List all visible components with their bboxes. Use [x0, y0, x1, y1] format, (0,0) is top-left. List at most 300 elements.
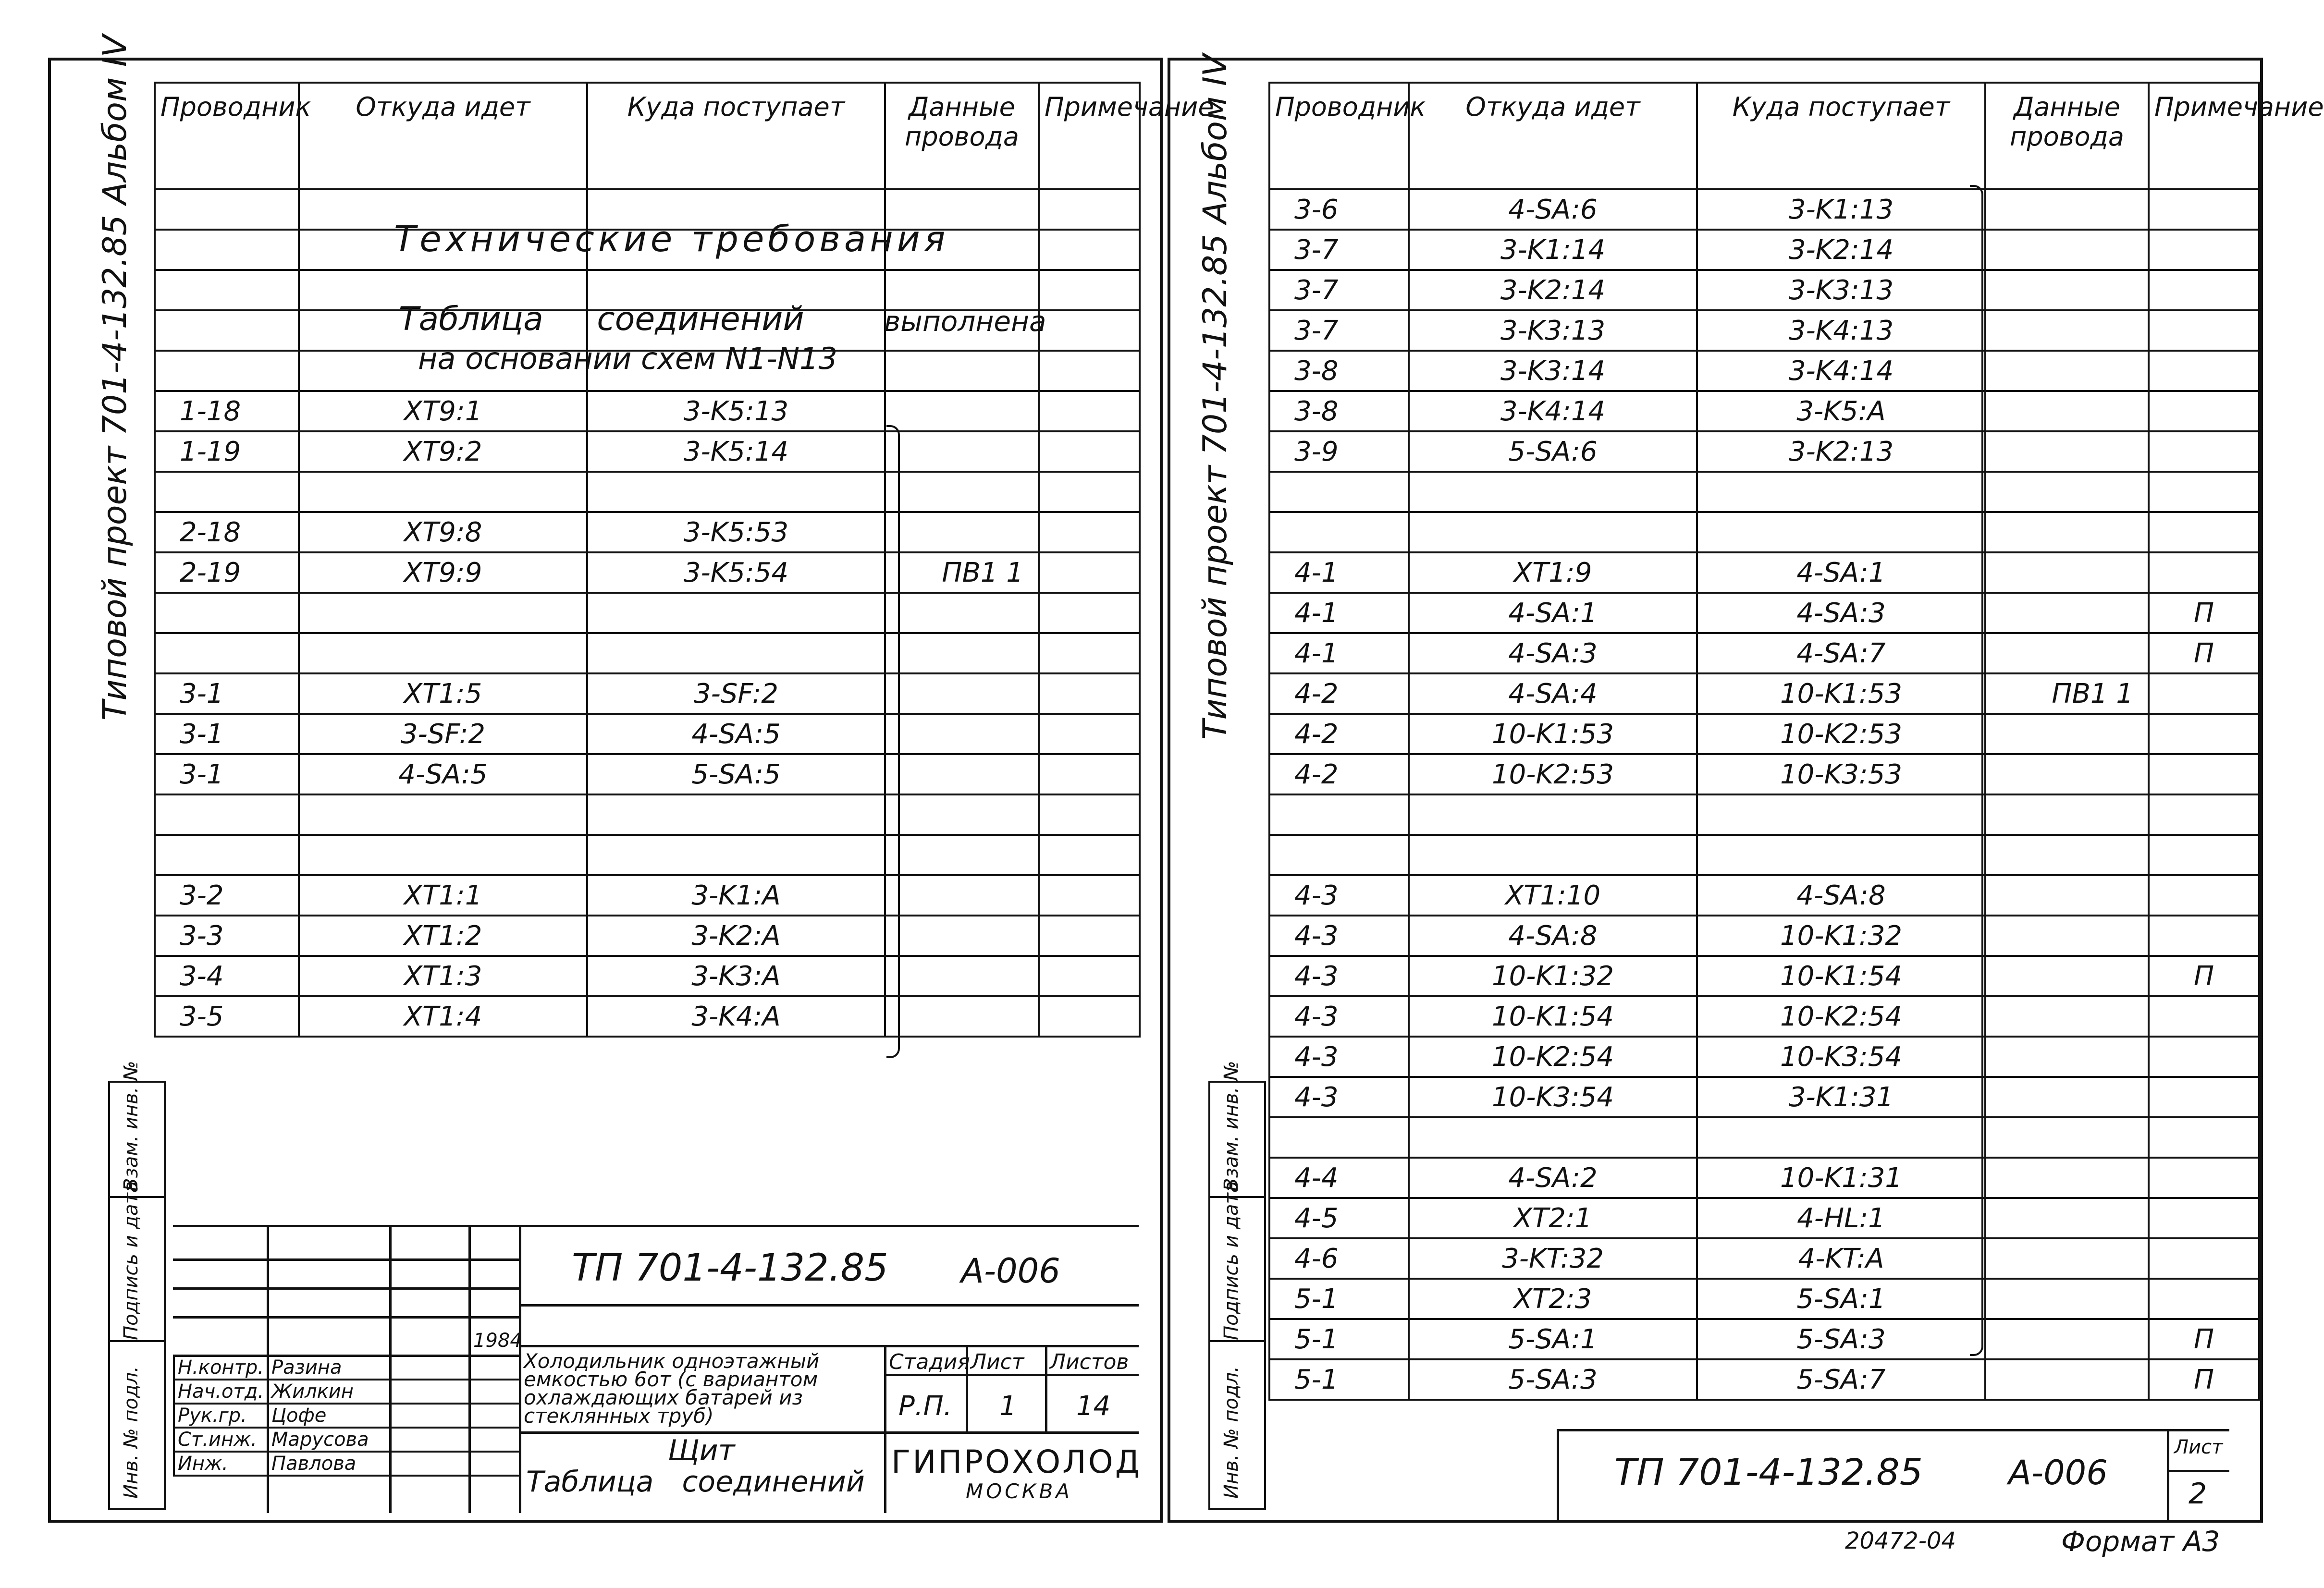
r-stamp-sheet-col — [2167, 1429, 2169, 1523]
cell-note — [1039, 512, 1140, 552]
table-row — [1269, 875, 2259, 916]
cell-wire-data — [885, 351, 1039, 391]
cell-from: 4-SA:4 — [1409, 673, 1697, 714]
r-col-header-note: Примечание — [2149, 83, 2259, 189]
stamp-row-2 — [173, 1287, 519, 1290]
table-row — [155, 593, 1140, 633]
cell-to: 4-SA:3 — [1697, 593, 1985, 633]
cell-wire: 5-1 — [1269, 1279, 1409, 1319]
cell-note — [1039, 714, 1140, 754]
cell-wire — [155, 270, 299, 310]
cell-note — [2149, 1198, 2259, 1238]
cell-note — [2149, 512, 2259, 552]
cell-note — [2149, 714, 2259, 754]
table-row — [1269, 714, 2259, 754]
cell-note — [2149, 230, 2259, 270]
cell-to: 10-K1:53 — [1697, 673, 1985, 714]
cell-from: 4-SA:5 — [299, 754, 587, 794]
cell-note — [2149, 431, 2259, 472]
cell-note — [2149, 673, 2259, 714]
table-row — [1269, 996, 2259, 1037]
cell-note — [2149, 916, 2259, 956]
stamp-signature — [390, 1356, 469, 1380]
cell-wire-data — [1985, 633, 2149, 673]
cell-to: 3-K5:13 — [587, 391, 885, 431]
side-label-inv-original: Инв. № подл. — [120, 1366, 142, 1499]
stamp-signature — [390, 1428, 469, 1452]
table-row — [1269, 1037, 2259, 1077]
stamp-role-row — [174, 1380, 520, 1404]
table-row — [155, 835, 1140, 875]
table-row — [1269, 351, 2259, 391]
cell-wire: 4-6 — [1269, 1238, 1409, 1279]
cell-to — [587, 472, 885, 512]
cell-note — [1039, 391, 1140, 431]
project-sheet-code: А-006 — [961, 1251, 1060, 1291]
table-row — [1269, 835, 2259, 875]
table-row — [1269, 1238, 2259, 1279]
cell-to: 10-K3:54 — [1697, 1037, 1985, 1077]
cell-wire: 3-1 — [155, 754, 299, 794]
cell-from: 3-K4:14 — [1409, 391, 1697, 431]
cell-wire: 3-6 — [1269, 189, 1409, 230]
table-row — [1269, 431, 2259, 472]
sheet-value: 1 — [999, 1391, 1017, 1422]
table-row — [155, 956, 1140, 996]
table-row — [155, 916, 1140, 956]
sheets-value: 14 — [1076, 1391, 1111, 1422]
cell-note — [1039, 472, 1140, 512]
cell-note — [1039, 310, 1140, 351]
cell-wire — [155, 189, 299, 230]
table-row — [1269, 552, 2259, 593]
org-city: МОСКВА — [966, 1479, 1072, 1503]
cell-wire: 3-7 — [1269, 270, 1409, 310]
stamp-role: Ст.инж. — [174, 1428, 268, 1452]
cell-wire-data — [1985, 593, 2149, 633]
cell-from: 3-K3:13 — [1409, 310, 1697, 351]
cell-wire-data: ПВ1 1 — [1985, 673, 2149, 714]
cell-note — [2149, 754, 2259, 794]
cell-note — [1039, 956, 1140, 996]
cell-to: 3-K3:13 — [1697, 270, 1985, 310]
table-row — [155, 472, 1140, 512]
cell-to: 3-K2:14 — [1697, 230, 1985, 270]
cell-from: 4-SA:2 — [1409, 1158, 1697, 1198]
cell-wire: 1-19 — [155, 431, 299, 472]
cell-from: XT1:4 — [299, 996, 587, 1037]
cell-note — [1039, 754, 1140, 794]
cell-to: 3-K4:A — [587, 996, 885, 1037]
col-header-to: Куда поступает — [587, 83, 885, 189]
table-row — [1269, 230, 2259, 270]
stamp-date — [469, 1356, 520, 1380]
cell-wire — [155, 351, 299, 391]
stamp-signature — [390, 1404, 469, 1428]
cell-wire — [155, 633, 299, 673]
table-done-label: выполнена — [884, 305, 1046, 338]
cell-wire — [155, 310, 299, 351]
cell-wire-data — [1985, 996, 2149, 1037]
cell-from: 4-SA:8 — [1409, 916, 1697, 956]
cell-wire: 4-3 — [1269, 956, 1409, 996]
cell-wire-data — [1985, 1279, 2149, 1319]
table-row — [155, 391, 1140, 431]
cell-to: 5-SA:5 — [587, 754, 885, 794]
table-row — [1269, 593, 2259, 633]
cell-wire-data: ПВ1 1 — [885, 552, 1039, 593]
cell-from: XT9:2 — [299, 431, 587, 472]
cell-note — [2149, 472, 2259, 512]
table-row — [1269, 1279, 2259, 1319]
cell-wire: 2-18 — [155, 512, 299, 552]
table-row — [155, 794, 1140, 835]
cell-to: 3-K1:A — [587, 875, 885, 916]
cell-wire-data — [885, 956, 1039, 996]
cell-wire-data — [1985, 472, 2149, 512]
cell-wire-data — [1985, 956, 2149, 996]
connections-table-title: Таблица соединений — [399, 300, 804, 338]
table-row — [1269, 1117, 2259, 1158]
cell-wire: 1-18 — [155, 391, 299, 431]
cell-note — [1039, 835, 1140, 875]
cell-wire — [1269, 1117, 1409, 1158]
cell-from — [1409, 794, 1697, 835]
cell-to: 10-K3:53 — [1697, 754, 1985, 794]
cell-note — [1039, 189, 1140, 230]
cell-wire-data — [885, 391, 1039, 431]
stamp-role-row — [174, 1452, 520, 1476]
cell-from — [299, 794, 587, 835]
cell-to — [587, 633, 885, 673]
cell-to: 4-SA:1 — [1697, 552, 1985, 593]
cell-note: П — [2149, 1319, 2259, 1359]
cell-note — [2149, 794, 2259, 835]
cell-wire-data — [1985, 916, 2149, 956]
table-row — [155, 714, 1140, 754]
table-row — [1269, 794, 2259, 835]
table-row — [155, 875, 1140, 916]
cell-to: 3-K2:A — [587, 916, 885, 956]
table-row — [1269, 1319, 2259, 1359]
cell-wire: 4-2 — [1269, 714, 1409, 754]
stamp-role-row — [174, 1356, 520, 1380]
cell-from: 5-SA:1 — [1409, 1319, 1697, 1359]
r-sheet-value: 2 — [2189, 1477, 2207, 1511]
r-col-header-from: Откуда идет — [1409, 83, 1697, 189]
right-connection-table — [1268, 82, 2324, 1401]
cell-wire-data — [885, 472, 1039, 512]
cell-wire-data — [1985, 1238, 2149, 1279]
cell-wire-data — [1985, 714, 2149, 754]
cell-from: 5-SA:3 — [1409, 1359, 1697, 1400]
cell-to: 3-K1:13 — [1697, 189, 1985, 230]
cell-wire: 3-4 — [155, 956, 299, 996]
cell-wire-data — [885, 633, 1039, 673]
cell-from — [299, 593, 587, 633]
r-side-label-replace-inv: Взам. инв. № — [1220, 1061, 1242, 1191]
cell-to: 3-K2:13 — [1697, 431, 1985, 472]
side-label-replace-inv: Взам. инв. № — [120, 1061, 142, 1191]
cell-to: 3-K4:13 — [1697, 310, 1985, 351]
cell-note — [2149, 552, 2259, 593]
table-row — [1269, 1158, 2259, 1198]
cell-wire: 4-2 — [1269, 754, 1409, 794]
cell-wire: 4-3 — [1269, 916, 1409, 956]
stamp-role: Н.контр. — [174, 1356, 268, 1380]
r-project-code: ТП 701-4-132.85 — [1614, 1451, 1923, 1493]
tech-requirements-title: Технические требования — [394, 219, 949, 260]
table-row — [1269, 1198, 2259, 1238]
stamp-person: Марусова — [268, 1428, 390, 1452]
cell-to: 3-K5:14 — [587, 431, 885, 472]
cell-wire: 3-9 — [1269, 431, 1409, 472]
format-label: Формат А3 — [2061, 1525, 2220, 1558]
cell-to: 5-SA:7 — [1697, 1359, 1985, 1400]
cell-from: 3-K3:14 — [1409, 351, 1697, 391]
table-row — [155, 512, 1140, 552]
cell-wire: 4-1 — [1269, 593, 1409, 633]
cell-from: XT1:3 — [299, 956, 587, 996]
left-bracket-1 — [886, 425, 900, 1058]
r-stamp-left-line — [1557, 1429, 1559, 1523]
table-row — [1269, 270, 2259, 310]
cell-note — [1039, 593, 1140, 633]
cell-note — [2149, 1037, 2259, 1077]
cell-from: XT9:1 — [299, 391, 587, 431]
r-project-sheet-code: А-006 — [2008, 1453, 2108, 1492]
cell-note — [2149, 1279, 2259, 1319]
table-row — [1269, 916, 2259, 956]
left-side-title: Типовой проект 701-4-132.85 Альбом IV — [96, 35, 134, 721]
cell-from: 3-KT:32 — [1409, 1238, 1697, 1279]
cell-wire: 4-1 — [1269, 633, 1409, 673]
col-header-from: Откуда идет — [299, 83, 587, 189]
cell-wire-data — [885, 794, 1039, 835]
cell-note — [1039, 916, 1140, 956]
cell-to: 10-K2:53 — [1697, 714, 1985, 754]
cell-wire-data — [1985, 189, 2149, 230]
sheets-label: Листов — [1050, 1350, 1129, 1374]
cell-wire-data — [1985, 794, 2149, 835]
table-row — [155, 754, 1140, 794]
cell-note — [1039, 431, 1140, 472]
cell-from — [299, 835, 587, 875]
cell-from: 3-SF:2 — [299, 714, 587, 754]
col-header-wire: Проводник — [155, 83, 299, 189]
stamp-person: Разина — [268, 1356, 390, 1380]
cell-note — [1039, 552, 1140, 593]
cell-wire: 5-1 — [1269, 1319, 1409, 1359]
cell-from: 4-SA:1 — [1409, 593, 1697, 633]
cell-wire-data — [1985, 230, 2149, 270]
cell-wire: 3-5 — [155, 996, 299, 1037]
cell-wire-data — [885, 270, 1039, 310]
cell-wire: 3-7 — [1269, 310, 1409, 351]
table-row — [155, 552, 1140, 593]
cell-to — [587, 835, 885, 875]
cell-note — [1039, 673, 1140, 714]
table-row — [1269, 956, 2259, 996]
stamp-row-1 — [173, 1258, 519, 1261]
cell-note — [1039, 230, 1140, 270]
cell-to: 3-K3:A — [587, 956, 885, 996]
table-row — [1269, 189, 2259, 230]
table-row — [1269, 754, 2259, 794]
cell-from: 4-SA:6 — [1409, 189, 1697, 230]
cell-to: 3-K1:31 — [1697, 1077, 1985, 1117]
cell-to: 4-HL:1 — [1697, 1198, 1985, 1238]
cell-to — [587, 794, 885, 835]
cell-from — [1409, 1117, 1697, 1158]
cell-to: 10-K1:31 — [1697, 1158, 1985, 1198]
table-row — [1269, 391, 2259, 431]
cell-wire-data — [1985, 875, 2149, 916]
cell-wire — [1269, 794, 1409, 835]
cell-wire-data — [1985, 835, 2149, 875]
cell-note — [2149, 310, 2259, 351]
stamp-role: Инж. — [174, 1452, 268, 1476]
cell-wire: 4-3 — [1269, 1077, 1409, 1117]
cell-wire: 4-5 — [1269, 1198, 1409, 1238]
stamp-person: Павлова — [268, 1452, 390, 1476]
cell-note: П — [2149, 633, 2259, 673]
cell-note — [1039, 875, 1140, 916]
table-row — [155, 431, 1140, 472]
cell-from: 5-SA:6 — [1409, 431, 1697, 472]
cell-wire-data — [885, 673, 1039, 714]
cell-wire-data — [1985, 1037, 2149, 1077]
cell-wire — [155, 794, 299, 835]
cell-wire-data — [885, 431, 1039, 472]
cell-to — [1697, 472, 1985, 512]
cell-from: XT2:1 — [1409, 1198, 1697, 1238]
stamp-date — [469, 1452, 520, 1476]
cell-wire-data — [1985, 1319, 2149, 1359]
table-row — [155, 673, 1140, 714]
cell-wire: 5-1 — [1269, 1359, 1409, 1400]
schemes-basis-label: на основании схем N1-N13 — [418, 341, 837, 376]
cell-to — [1697, 512, 1985, 552]
cell-note — [2149, 996, 2259, 1037]
cell-note — [1039, 996, 1140, 1037]
cell-wire: 3-1 — [155, 673, 299, 714]
cell-wire-data — [1985, 270, 2149, 310]
r-stamp-top-line — [1557, 1429, 2229, 1431]
stamp-date — [469, 1428, 520, 1452]
cell-wire: 4-3 — [1269, 1037, 1409, 1077]
cell-to — [1697, 794, 1985, 835]
cell-to — [587, 593, 885, 633]
cell-note — [2149, 1117, 2259, 1158]
cell-to: 4-SA:5 — [587, 714, 885, 754]
stamp-role: Нач.отд. — [174, 1380, 268, 1404]
cell-to: 5-SA:1 — [1697, 1279, 1985, 1319]
stamp-top-line — [173, 1225, 1139, 1227]
cell-wire: 4-1 — [1269, 552, 1409, 593]
cell-wire — [155, 472, 299, 512]
cell-from: XT9:9 — [299, 552, 587, 593]
cell-wire: 3-1 — [155, 714, 299, 754]
cell-note — [2149, 835, 2259, 875]
cell-wire-data — [885, 714, 1039, 754]
cell-to: 10-K1:54 — [1697, 956, 1985, 996]
stamp-stage-col-2 — [1045, 1345, 1047, 1431]
cell-note — [2149, 351, 2259, 391]
cell-wire: 3-7 — [1269, 230, 1409, 270]
cell-note — [1039, 270, 1140, 310]
sheet-label: Лист — [971, 1350, 1024, 1374]
cell-to: 3-K4:14 — [1697, 351, 1985, 391]
right-side-title: Типовой проект 701-4-132.85 Альбом IV — [1196, 54, 1234, 740]
cell-note — [2149, 875, 2259, 916]
stamp-role-row — [174, 1404, 520, 1428]
right-bracket-1 — [1970, 185, 1983, 1356]
col-header-wire-data: Данные провода — [885, 83, 1039, 189]
cell-wire-data — [1985, 351, 2149, 391]
col-header-note: Примечание — [1039, 83, 1140, 189]
cell-wire: 3-2 — [155, 875, 299, 916]
cell-to: 5-SA:3 — [1697, 1319, 1985, 1359]
stamp-person: Цофе — [268, 1404, 390, 1428]
cell-note: П — [2149, 593, 2259, 633]
cell-wire-data — [885, 916, 1039, 956]
cell-from: XT1:2 — [299, 916, 587, 956]
table-row — [1269, 512, 2259, 552]
project-code: ТП 701-4-132.85 — [572, 1246, 888, 1290]
cell-from: 4-SA:3 — [1409, 633, 1697, 673]
drawing-title-table: Таблица соединений — [526, 1465, 865, 1499]
table-row — [1269, 633, 2259, 673]
table-row — [1269, 1077, 2259, 1117]
cell-wire: 4-3 — [1269, 996, 1409, 1037]
cell-note — [2149, 1077, 2259, 1117]
cell-wire-data — [1985, 754, 2149, 794]
cell-wire: 2-19 — [155, 552, 299, 593]
cell-from: 10-K3:54 — [1409, 1077, 1697, 1117]
cell-from: XT1:1 — [299, 875, 587, 916]
cell-wire-data — [885, 875, 1039, 916]
r-side-label-inv-original: Инв. № подл. — [1220, 1366, 1242, 1499]
cell-to: 4-SA:7 — [1697, 633, 1985, 673]
cell-wire-data — [1985, 1077, 2149, 1117]
cell-wire — [155, 230, 299, 270]
stage-value: Р.П. — [898, 1391, 952, 1422]
cell-from: 10-K1:32 — [1409, 956, 1697, 996]
cell-to: 10-K1:32 — [1697, 916, 1985, 956]
cell-wire-data — [1985, 1359, 2149, 1400]
cell-from: XT1:5 — [299, 673, 587, 714]
stamp-signature — [390, 1452, 469, 1476]
r-col-header-to: Куда поступает — [1697, 83, 1985, 189]
cell-wire-data — [885, 593, 1039, 633]
cell-wire — [1269, 472, 1409, 512]
cell-note: П — [2149, 1359, 2259, 1400]
cell-note — [1039, 351, 1140, 391]
cell-wire-data — [1985, 512, 2149, 552]
stamp-row-3 — [173, 1316, 519, 1319]
table-row — [155, 633, 1140, 673]
cell-note — [1039, 794, 1140, 835]
cell-from: XT1:9 — [1409, 552, 1697, 593]
object-description — [524, 1349, 879, 1428]
r-stamp-sheet-line — [2167, 1470, 2229, 1472]
cell-wire: 4-2 — [1269, 673, 1409, 714]
stamp-mid-line — [519, 1304, 1139, 1307]
r-sheet-label: Лист — [2174, 1436, 2223, 1458]
cell-to — [1697, 835, 1985, 875]
stage-label: Стадия — [889, 1350, 970, 1374]
